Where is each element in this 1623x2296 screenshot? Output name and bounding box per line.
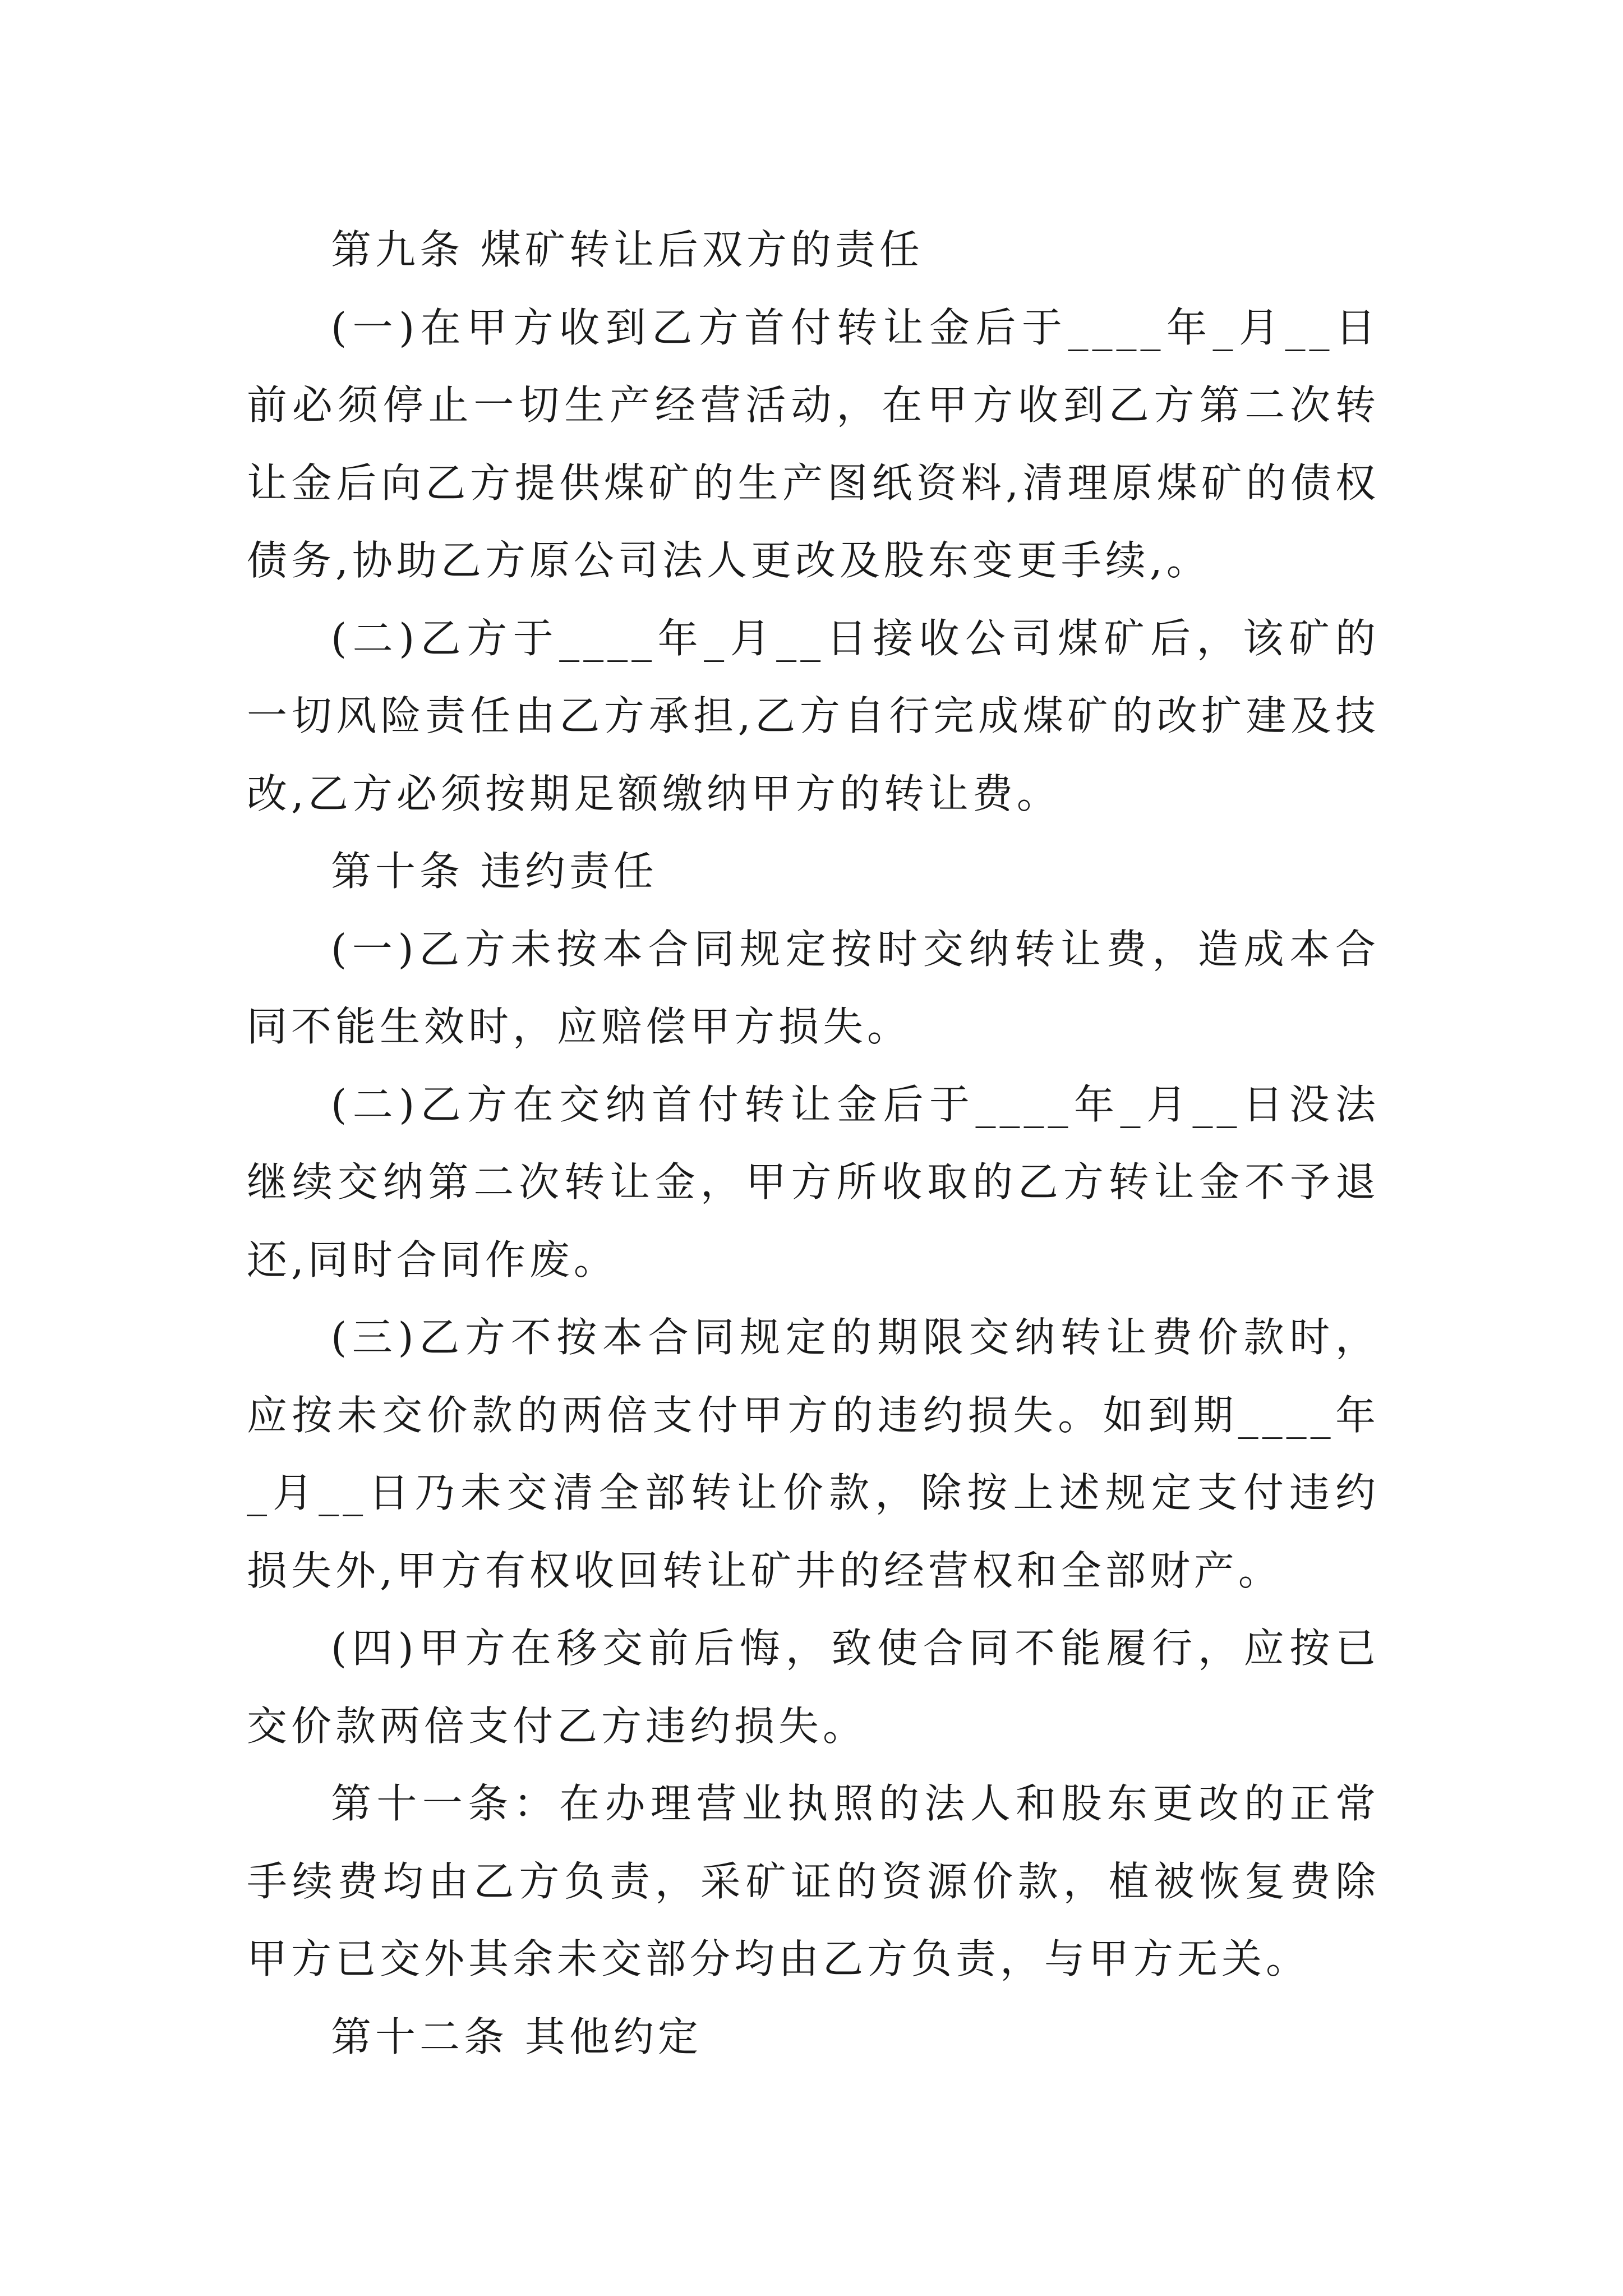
- article-10-clause-4: (四)甲方在移交前后悔，致使合同不能履行，应按已交价款两倍支付乙方违约损失。: [247, 1625, 1380, 1750]
- article-9-clause-1: (一)在甲方收到乙方首付转让金后于____年_月__日前必须停止一切生产经营活动，在甲方收到乙方第二次转让金后向乙方提供煤矿的生产图纸资料,清理原煤矿的债权债务,协助乙方原公司法人更改及股东变更手续,。: [247, 303, 1380, 584]
- article-10-title: 第十条 违约责任: [331, 848, 658, 895]
- article-12-title: 第十二条 其他约定: [331, 2013, 702, 2060]
- article-10-clause-3: (三)乙方不按本合同规定的期限交纳转让费价款时，应按未交价款的两倍支付甲方的违约损失。如到期____年_月__日乃未交清全部转让价款，除按上述规定支付违约损失外,甲方有权收回转让矿井的经营权和全部财产。: [247, 1314, 1380, 1594]
- article-9-title: 第九条 煤矿转让后双方的责任: [331, 226, 924, 273]
- article-10-clause-1: (一)乙方未按本合同规定按时交纳转让费，造成本合同不能生效时，应赔偿甲方损失。: [247, 925, 1380, 1050]
- document-body: [247, 211, 1380, 2076]
- article-9-clause-2: (二)乙方于____年_月__日接收公司煤矿后，该矿的一切风险责任由乙方承担,乙方自行完成煤矿的改扩建及技改,乙方必须按期足额缴纳甲方的转让费。: [247, 614, 1380, 817]
- article-10-clause-2: (二)乙方在交纳首付转让金后于____年_月__日没法继续交纳第二次转让金，甲方所收取的乙方转让金不予退还,同时合同作废。: [247, 1080, 1380, 1283]
- article-11: 第十一条：在办理营业执照的法人和股东更改的正常手续费均由乙方负责，采矿证的资源价款，植被恢复费除甲方已交外其余未交部分均由乙方负责，与甲方无关。: [247, 1780, 1380, 1982]
